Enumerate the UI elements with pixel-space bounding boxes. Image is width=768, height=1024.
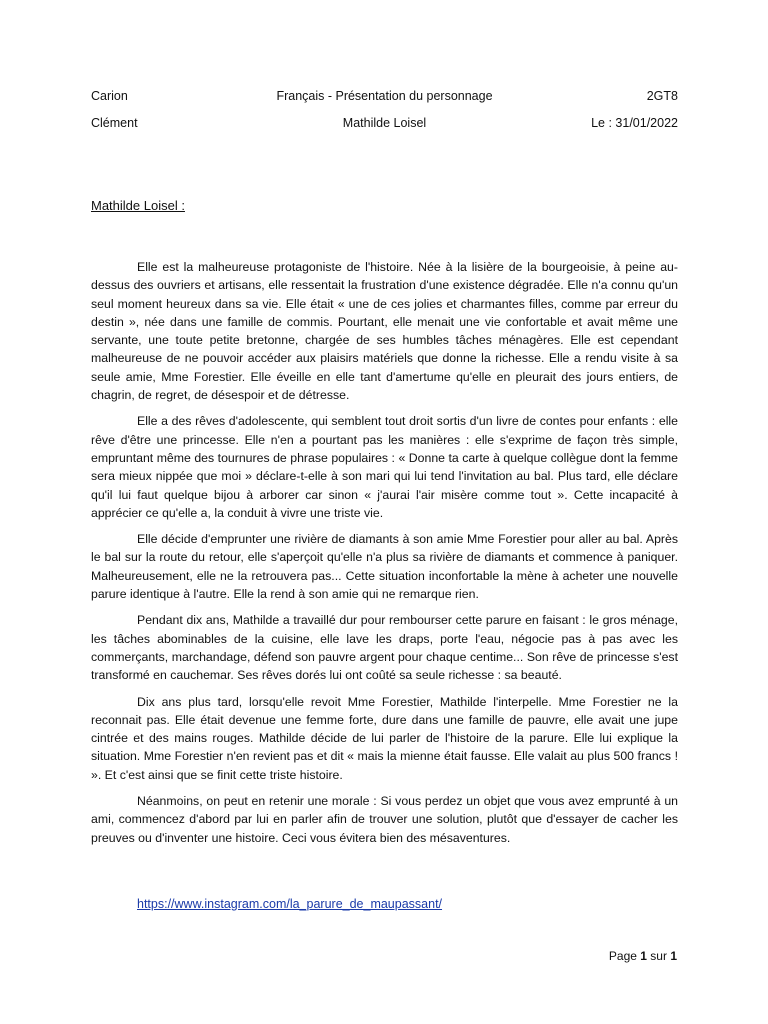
student-first-name: Clément	[91, 116, 138, 130]
body-text	[91, 258, 678, 855]
paragraph: Pendant dix ans, Mathilde a travaillé dur pour rembourser cette parure en faisant : le gros ménage, les tâches abominables de la cuisine, elle lave les draps, porte l'eau, négocie pas à pas avec les commerçants, marchandage, défend son pauvre argent pour chaque centime... Son rêve de princesse s'est transformé en cauchemar. Ses rêves dorés lui ont coûté sa seule richesse : sa beauté.	[91, 613, 678, 683]
of-label: sur	[650, 949, 667, 963]
section-title: Mathilde Loisel :	[91, 198, 185, 213]
student-last-name: Carion	[91, 89, 128, 103]
page-footer	[609, 946, 677, 966]
paragraph: Elle a des rêves d'adolescente, qui semblent tout droit sortis d'un livre de contes pour enfants : elle rêve d'être une princesse. Elle n'en a pourtant pas les manières : elle s'exprime de façon très simple, empruntant même des tournures de phrase populaires : « Donne ta carte à quelque collègue dont la femme sera mieux nippée que moi » déclare-t-elle à son mari qui lui tend l'invitation au bal. Plus tard, elle déclare qu'il lui faut quelque bijou à arborer car sinon « j'aurai l'air misère comme tout ». Cette incapacité à apprécier ce qu'elle a, la conduit à vivre une triste vie.	[91, 414, 678, 520]
header-row-2	[91, 113, 678, 133]
instagram-link[interactable]: https://www.instagram.com/la_parure_de_maupassant/	[137, 897, 443, 911]
document-date: Le : 31/01/2022	[591, 116, 678, 130]
paragraph: Dix ans plus tard, lorsqu'elle revoit Mme Forestier, Mathilde l'interpelle. Mme Forestier ne la reconnait pas. Elle était devenue une femme forte, dure dans une famille de pauvre, elle avait une jupe cintrée et des mains rouges. Mathilde décide de lui parler de l'histoire de la parure. Elle lui explique la situation. Mme Forestier n'en revient pas et dit « mais la mienne était fausse. Elle valait au plus 500 francs ! ». Et c'est ainsi que se finit cette triste histoire.	[91, 694, 678, 782]
paragraph: Elle décide d'emprunter une rivière de diamants à son amie Mme Forestier pour aller au bal. Après le bal sur la route du retour, elle s'aperçoit qu'elle n'a plus sa rivière de diamants et commence à paniquer. Malheureusement, elle ne la retrouvera pas... Cette situation inconfortable la mène à acheter une nouvelle parure identique à l'autre. Elle la rend à son amie qui ne remarque rien.	[91, 532, 678, 602]
header-row-1	[91, 86, 678, 106]
class-code: 2GT8	[646, 89, 678, 103]
subject-title: Français - Présentation du personnage	[276, 89, 493, 103]
character-name: Mathilde Loisel	[342, 116, 427, 130]
page-label: Page	[608, 949, 637, 963]
paragraph: Elle est la malheureuse protagoniste de l'histoire. Née à la lisière de la bourgeoisie, à peine au-dessus des ouvriers et artisans, elle ressentait la frustration d'une existence dégradée. Elle n'a connu qu'un seul moment heureux dans sa vie. Elle était « une de ces jolies et charmantes filles, comme par erreur du destin », née dans une famille de commis. Pourtant, elle menait une vie confortable et avait même une servante, une toute petite bretonne, chargée de ses humbles tâches ménagères. Elle est cependant malheureuse de ne pouvoir accéder aux plaisirs matériels que donne la richesse. Elle a rendu visite à sa seule amie, Mme Forestier. Elle éveille en elle tant d'amertume qu'elle en pleurait des jours entiers, de chagrin, de regret, de désespoir et de détresse.	[91, 260, 678, 403]
paragraph: Néanmoins, on peut en retenir une morale : Si vous perdez un objet que vous avez emprunté à un ami, commencez d'abord par lui en parler afin de trouver une solution, plutôt que d'essayer de cacher les preuves ou d'inventer une histoire. Ceci vous évitera bien des mésaventures.	[91, 794, 678, 845]
page-total: 1	[670, 949, 677, 963]
page-number: 1	[640, 949, 647, 963]
